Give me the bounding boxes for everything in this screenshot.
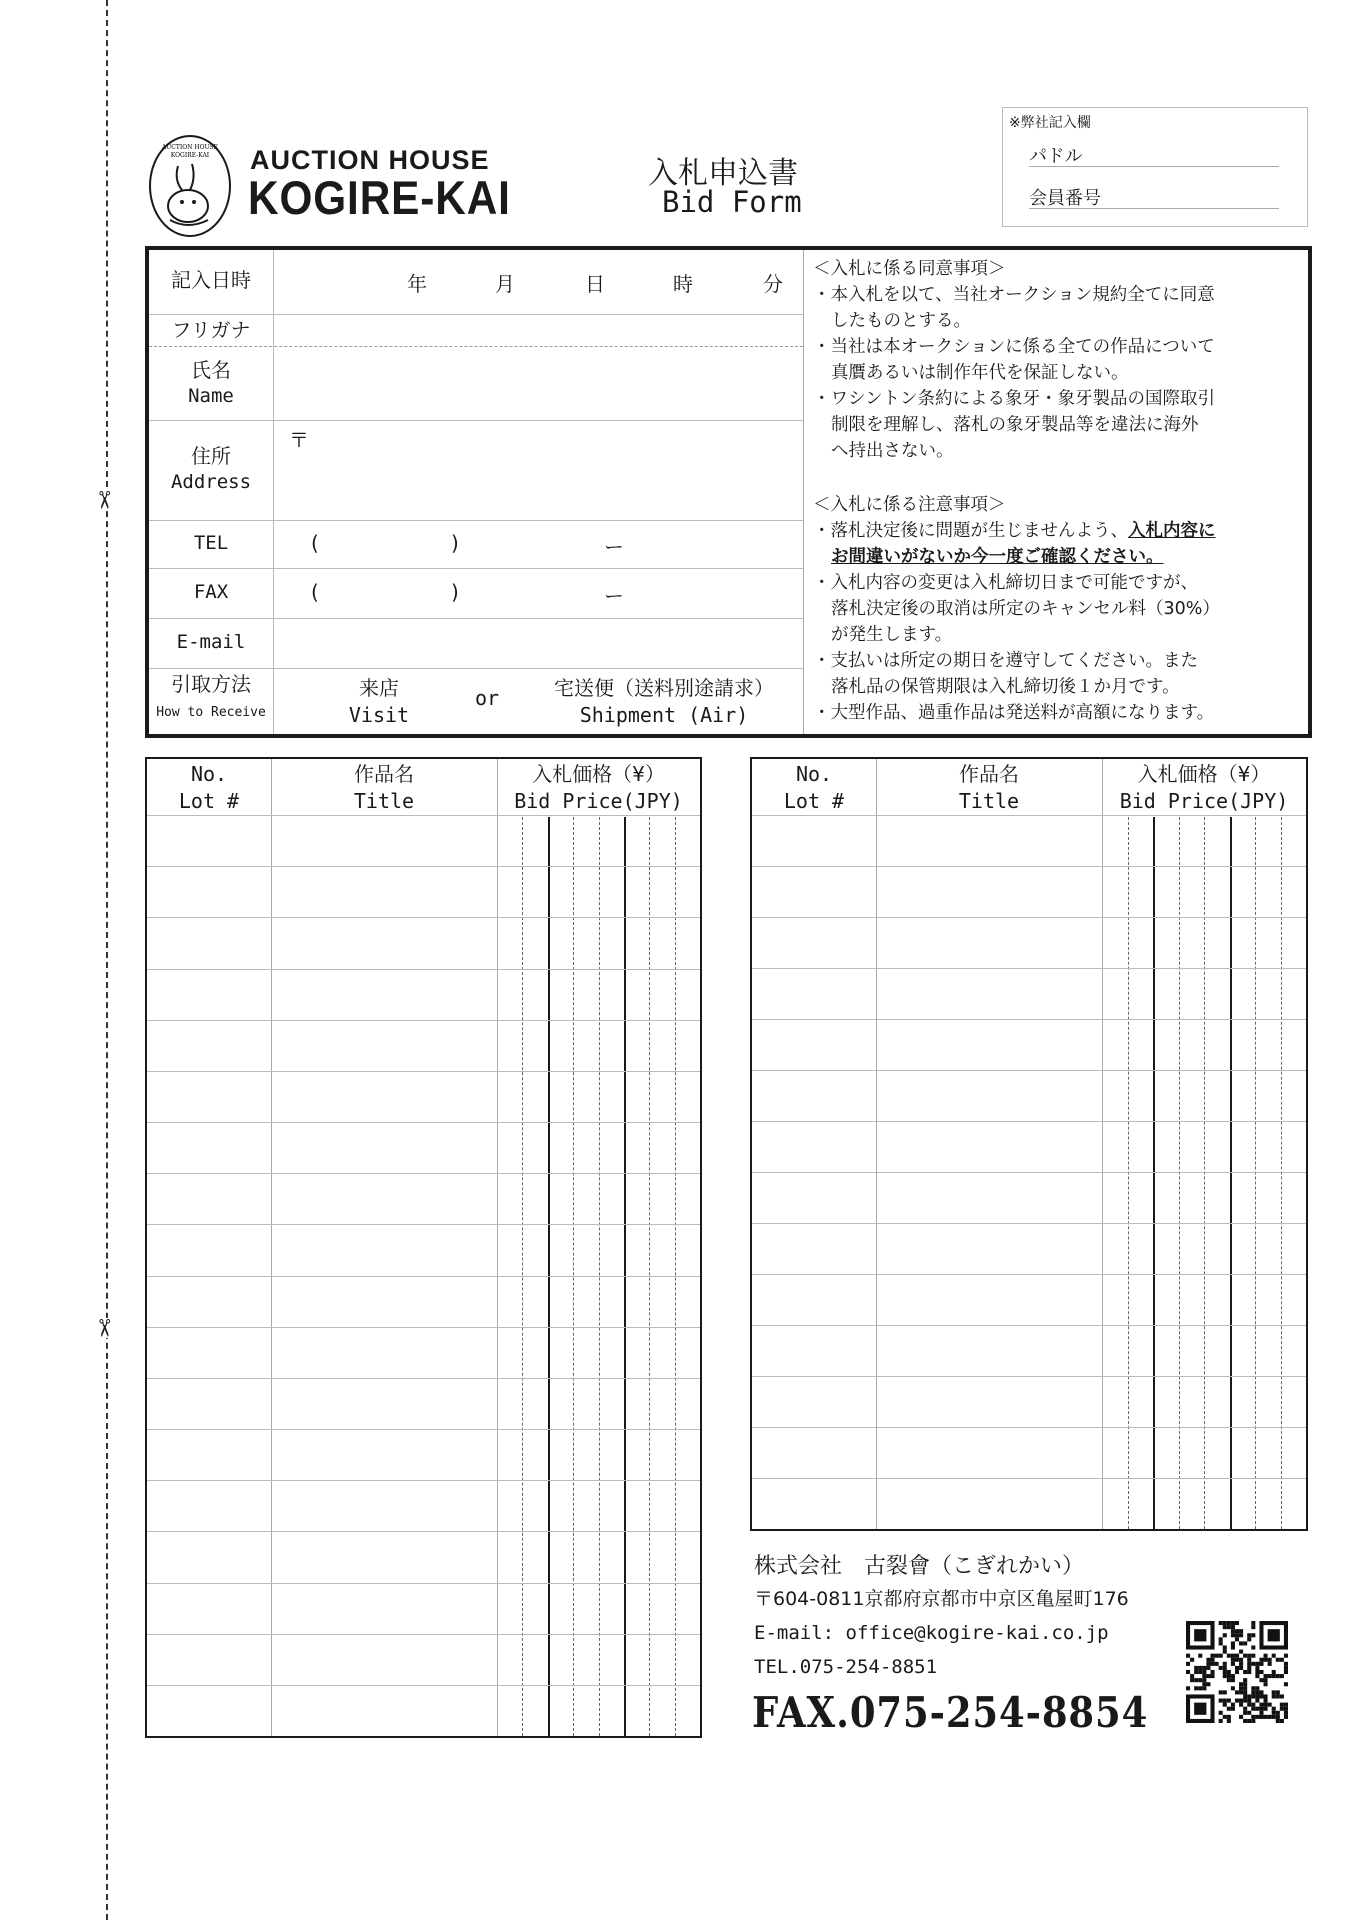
date-unit-minute: 分 [763,272,783,296]
bid-table-left [145,757,702,1738]
address-label-en: Address [170,471,252,493]
lot-number-cell[interactable] [147,917,271,968]
paddle-label: パドル [1029,146,1083,167]
consent-item: ・当社は本オークションに係る全ての作品について [813,337,1215,357]
name-field[interactable] [275,348,801,418]
qr-code-icon[interactable] [1186,1621,1288,1723]
col-lot-label-jp: No. [190,762,228,786]
title-cell[interactable] [271,1378,497,1429]
bid-price-cell[interactable] [497,1122,700,1173]
member-number-label: 会員番号 [1029,188,1101,209]
col-title-label-en: Title [958,789,1020,813]
title-cell[interactable] [876,917,1102,968]
lot-number-cell[interactable] [752,866,876,917]
bid-price-cell[interactable] [1102,1019,1306,1070]
caution-item: 落札決定後の取消は所定のキャンセル料（30%） [831,599,1220,619]
title-cell[interactable] [876,1325,1102,1376]
email-label: E-mail [176,631,246,653]
bid-price-cell[interactable] [497,1071,700,1122]
bid-price-cell[interactable] [497,1634,700,1685]
lot-number-cell[interactable] [147,1224,271,1275]
lot-number-cell[interactable] [752,1172,876,1223]
bid-price-cell[interactable] [497,1378,700,1429]
lot-number-cell[interactable] [147,1327,271,1378]
shipment-label-en: Shipment (Air) [579,703,749,727]
col-title-header [271,761,497,815]
dash: ー [604,535,624,559]
bid-price-cell[interactable] [497,969,700,1020]
lot-number-cell[interactable] [752,1427,876,1478]
divider [149,668,803,669]
brand-name: KOGIRE-KAI [248,171,511,224]
bid-table-right [750,757,1308,1531]
title-cell[interactable] [271,1685,497,1736]
scissors-icon: ✂ [90,489,119,511]
title-cell[interactable] [876,866,1102,917]
title-cell[interactable] [271,917,497,968]
paren-close: ) [451,580,459,604]
bid-price-cell[interactable] [497,815,700,866]
col-lot-header [752,761,876,815]
title-cell[interactable] [271,1122,497,1173]
bid-price-cell[interactable] [1102,1274,1306,1325]
title-cell[interactable] [876,1427,1102,1478]
divider [149,568,803,569]
consent-item: ・ワシントン条約による象牙・象牙製品の国際取引 [813,389,1216,409]
divider [149,520,803,521]
bid-price-cell[interactable] [497,1480,700,1531]
title-cell[interactable] [876,968,1102,1019]
date-unit-day: 日 [585,272,605,296]
title-cell[interactable] [271,1480,497,1531]
lot-number-cell[interactable] [147,1378,271,1429]
lot-number-cell[interactable] [752,1223,876,1274]
title-cell[interactable] [271,1634,497,1685]
receive-label-en: How to Receive [156,705,266,720]
col-title-label-en: Title [353,789,415,813]
title-cell[interactable] [271,1071,497,1122]
bid-price-cell[interactable] [497,1685,700,1736]
lot-number-cell[interactable] [147,969,271,1020]
lot-number-cell[interactable] [752,815,876,866]
caution-item [813,518,1303,544]
title-cell[interactable] [271,1531,497,1582]
company-email: E-mail: office@kogire-kai.co.jp [754,1622,1109,1644]
col-lot-header [147,761,271,815]
col-lot-label-jp: No. [795,762,833,786]
caution-item: ・支払いは所定の期日を遵守してください。また [813,651,1198,671]
caution-item: が発生します。 [831,625,953,645]
bid-price-cell[interactable] [497,1327,700,1378]
date-unit-hour: 時 [673,272,693,296]
caution-notes [813,492,1303,726]
bid-price-cell[interactable] [1102,1121,1306,1172]
shipment-label-jp: 宅送便（送料別途請求） [554,676,774,700]
bid-price-cell[interactable] [1102,1172,1306,1223]
col-price-label-en: Bid Price(JPY) [1119,789,1289,813]
lot-number-cell[interactable] [752,968,876,1019]
svg-text:KOGIRE-KAI: KOGIRE-KAI [170,152,210,159]
col-title-header [876,761,1102,815]
bid-price-cell[interactable] [1102,815,1306,866]
title-cell[interactable] [876,1172,1102,1223]
bid-price-cell[interactable] [1102,917,1306,968]
title-cell[interactable] [876,1274,1102,1325]
title-cell[interactable] [271,1429,497,1480]
visit-option[interactable] [339,672,419,727]
lot-number-cell[interactable] [147,1020,271,1071]
svg-text:AUCTION HOUSE: AUCTION HOUSE [161,144,219,151]
receive-label-jp: 引取方法 [171,672,251,696]
divider [149,618,803,619]
title-cell[interactable] [271,1276,497,1327]
lot-number-cell[interactable] [752,1019,876,1070]
consent-heading: ＜入札に係る同意事項＞ [813,259,1006,279]
lot-number-cell[interactable] [752,1325,876,1376]
bid-price-cell[interactable] [1102,1376,1306,1427]
col-lot-label-en: Lot # [178,789,240,813]
title-cell[interactable] [876,1019,1102,1070]
date-unit-month: 月 [495,272,515,296]
consent-notes [813,256,1303,464]
col-price-label-en: Bid Price(JPY) [514,789,683,813]
form-title-en: Bid Form [662,185,802,219]
title-cell[interactable] [271,815,497,866]
bid-price-cell[interactable] [497,1276,700,1327]
form-title-jp: 入札申込書 [648,156,798,191]
col-price-header [1102,761,1306,815]
title-cell[interactable] [876,1121,1102,1172]
col-price-label-jp: 入札価格（¥） [532,762,665,786]
office-use-box [1002,107,1308,227]
caution-text: ・落札決定後に問題が生じませんよう、 [813,521,1128,541]
lot-number-cell[interactable] [147,1634,271,1685]
brand-subtitle: AUCTION HOUSE [250,145,490,175]
col-price-label-jp: 入札価格（¥） [1137,762,1271,786]
scissors-icon: ✂ [90,1317,119,1339]
lot-number-cell[interactable] [147,1429,271,1480]
lot-number-cell[interactable] [752,1274,876,1325]
lot-number-cell[interactable] [147,1583,271,1634]
consent-item: したものとする。 [831,311,971,331]
caution-item: ・入札内容の変更は入札締切日まで可能ですが、 [813,573,1198,593]
divider [273,250,274,734]
fax-field[interactable] [275,570,801,616]
company-fax: FAX.075-254-8854 [752,1688,1149,1737]
paren-open: ( [311,580,319,604]
furigana-label: フリガナ [171,318,251,342]
paren-close: ) [451,531,459,555]
lot-number-cell[interactable] [147,1685,271,1736]
paddle-field[interactable] [1029,142,1279,167]
consent-item: ・本入札を以て、当社オークション規約全てに同意 [813,285,1215,305]
bid-price-cell[interactable] [497,917,700,968]
postal-mark: 〒 [289,428,309,452]
bid-price-cell[interactable] [497,1173,700,1224]
col-price-header [497,761,700,815]
caution-emphasis: 入札内容に [1128,521,1216,541]
name-label-en: Name [188,385,234,407]
member-number-field[interactable] [1029,184,1279,209]
office-use-label: ※弊社記入欄 [1009,115,1091,131]
caution-emphasis: お間違いがないか今一度ご確認ください。 [831,547,1164,567]
date-label: 記入日時 [171,268,251,292]
tel-field[interactable] [275,522,801,566]
bidder-info-box [145,246,1312,738]
title-cell[interactable] [271,1173,497,1224]
consent-item: へ持出さない。 [831,441,954,461]
bid-price-cell[interactable] [1102,968,1306,1019]
col-lot-label-en: Lot # [783,789,845,813]
cut-line [106,0,108,1920]
lot-number-cell[interactable] [147,815,271,866]
lot-number-cell[interactable] [752,1121,876,1172]
email-field[interactable] [275,620,801,666]
lot-number-cell[interactable] [147,1480,271,1531]
bid-price-cell[interactable] [497,1020,700,1071]
title-cell[interactable] [271,969,497,1020]
title-cell[interactable] [271,1224,497,1275]
tel-label: TEL [193,532,229,554]
title-cell[interactable] [271,866,497,917]
bid-price-cell[interactable] [1102,1427,1306,1478]
name-label-jp: 氏名 [191,358,231,382]
shipment-option[interactable] [529,672,799,727]
title-cell[interactable] [876,1478,1102,1529]
bid-price-cell[interactable] [497,866,700,917]
or-text: or [475,686,500,710]
divider [803,250,804,734]
paren-open: ( [311,531,319,555]
furigana-field[interactable] [275,316,801,344]
title-cell[interactable] [271,1020,497,1071]
consent-item: 制限を理解し、落札の象牙製品等を違法に海外 [831,415,1199,435]
visit-label-jp: 来店 [359,676,399,700]
lot-number-cell[interactable] [147,1173,271,1224]
title-cell[interactable] [876,1223,1102,1274]
lot-number-cell[interactable] [147,1122,271,1173]
visit-label-en: Visit [348,703,410,727]
address-field[interactable] [319,422,801,518]
title-cell[interactable] [876,1070,1102,1121]
bid-price-cell[interactable] [497,1531,700,1582]
lot-number-cell[interactable] [147,1071,271,1122]
lot-number-cell[interactable] [752,1376,876,1427]
lot-number-cell[interactable] [147,1531,271,1582]
company-tel: TEL.075-254-8851 [754,1656,938,1678]
bid-price-cell[interactable] [1102,866,1306,917]
lot-number-cell[interactable] [147,1276,271,1327]
col-title-label-jp: 作品名 [354,762,414,786]
consent-item: 真贋あるいは制作年代を保証しない。 [831,363,1129,383]
lot-number-cell[interactable] [752,917,876,968]
lot-number-cell[interactable] [752,1478,876,1529]
bid-price-cell[interactable] [1102,1070,1306,1121]
dash: ー [604,584,624,608]
lot-number-cell[interactable] [752,1070,876,1121]
bid-price-cell[interactable] [1102,1223,1306,1274]
bid-price-cell[interactable] [497,1224,700,1275]
bid-price-cell[interactable] [497,1583,700,1634]
col-title-label-jp: 作品名 [959,762,1019,786]
fax-label: FAX [193,581,229,603]
lot-number-cell[interactable] [147,866,271,917]
caution-item: ・大型作品、過重作品は発送料が高額になります。 [813,703,1215,723]
date-unit-year: 年 [407,272,427,296]
title-cell[interactable] [271,1327,497,1378]
bid-price-cell[interactable] [1102,1325,1306,1376]
rabbit-logo-icon [148,134,232,238]
title-cell[interactable] [271,1583,497,1634]
divider [149,314,803,315]
bid-price-cell[interactable] [1102,1478,1306,1529]
divider [149,346,803,347]
caution-item: 落札品の保管期限は入札締切後１か月です。 [831,677,1180,697]
bid-price-cell[interactable] [497,1429,700,1480]
divider [149,420,803,421]
caution-heading: ＜入札に係る注意事項＞ [813,495,1006,515]
company-name: 株式会社 古裂會（こぎれかい） [754,1554,1085,1579]
title-cell[interactable] [876,815,1102,866]
address-label-jp: 住所 [191,444,231,468]
title-cell[interactable] [876,1376,1102,1427]
company-address: 〒604-0811京都府京都市中京区亀屋町176 [754,1588,1129,1610]
